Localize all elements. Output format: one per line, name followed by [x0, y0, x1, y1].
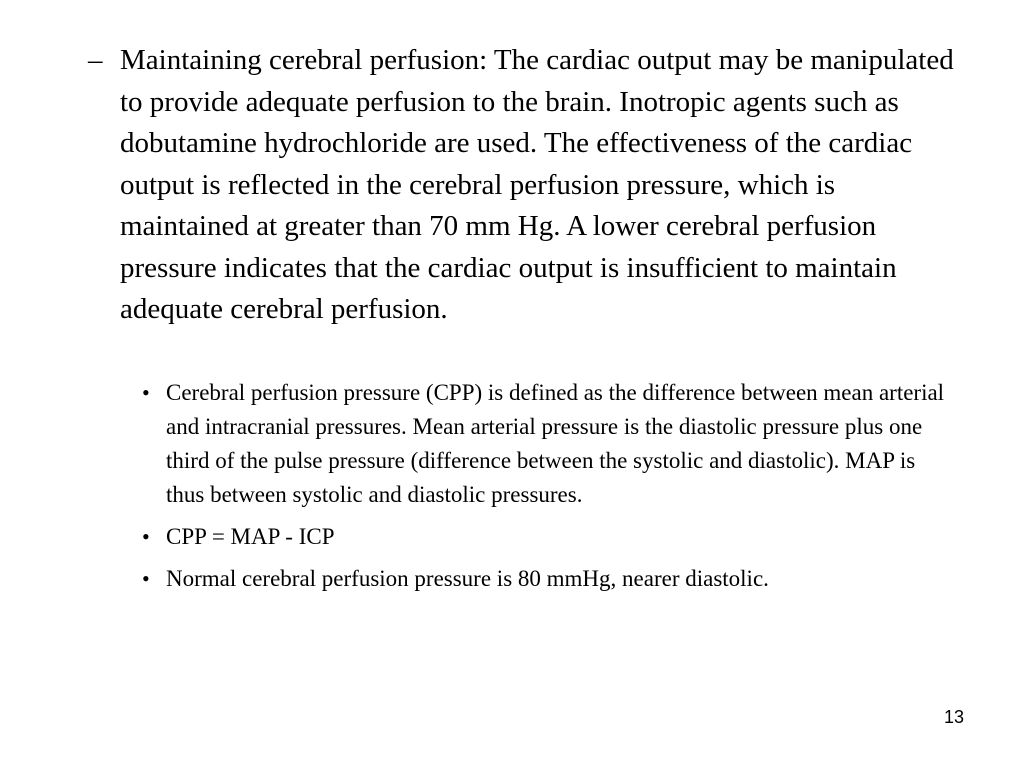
sub-bullet-item — [142, 376, 962, 512]
main-bullet-text: Maintaining cerebral perfusion: The cardiac output may be manipulated to provide adequate perfusion to the brain. Inotropic agents such as dobutamine hydrochloride are used. The effectiveness of the cardiac output is reflected in the cerebral perfusion pressure, which is maintained at greater than 70 mm Hg. A lower cerebral perfusion pressure indicates that the cardiac output is insufficient to maintain adequate cerebral perfusion. — [120, 44, 954, 325]
sub-bullet-item — [142, 562, 962, 596]
bullet-marker: • — [142, 524, 150, 549]
bullet-marker: • — [142, 566, 150, 591]
cpp-definition-text: Cerebral perfusion pressure (CPP) is defined as the difference between mean arterial and intracranial pressures. Mean arterial pressure is the diastolic pressure plus one third of the pulse pressure (difference between the systolic and diastolic). MAP is thus between systolic and diastolic pressures. — [166, 380, 945, 507]
main-bullet-point — [88, 40, 968, 331]
bullet-marker: • — [142, 380, 150, 405]
cpp-formula-text: CPP = MAP - ICP — [166, 524, 335, 549]
sub-bullet-list — [142, 376, 962, 604]
dash-marker: – — [88, 44, 103, 76]
page-number: 13 — [943, 707, 964, 727]
normal-cpp-text: Normal cerebral perfusion pressure is 80 mmHg, nearer diastolic. — [166, 566, 769, 591]
sub-bullet-item — [142, 520, 962, 554]
